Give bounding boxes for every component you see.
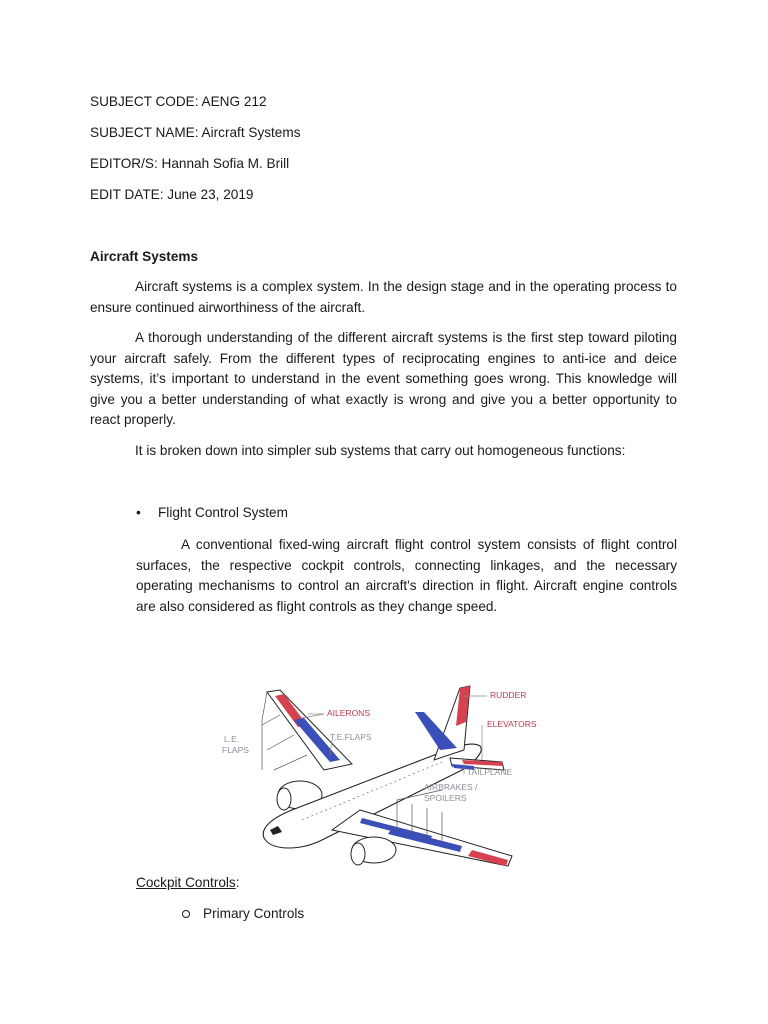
label-le-flaps-2: FLAPS <box>222 745 249 755</box>
sub-bullet-label: Primary Controls <box>203 906 305 921</box>
cockpit-controls-title: Cockpit Controls <box>136 875 236 890</box>
paragraph-understanding: A thorough understanding of the different aircraft systems is the first step toward piloting your aircraft safely. From the different types of reciprocating engines to anti-ice and deice systems, it’s important to understand in the event something goes wrong. This knowledge will give you a better understanding of what exactly is wrong and give you a better opportunity to react properly. <box>90 330 677 427</box>
aircraft-control-surfaces-diagram <box>212 670 552 880</box>
editors: EDITOR/S: Hannah Sofia M. Brill <box>90 156 290 171</box>
label-tailplane: TAILPLANE <box>467 767 513 777</box>
flight-control-description: A conventional fixed-wing aircraft flight control system consists of flight control surfaces, the respective cockpit controls, connecting linkages, and the necessary operating mechanisms to control an aircraft's direction in flight. Aircraft engine controls are also considered as flight controls as they change speed. <box>136 537 677 614</box>
edit-date: EDIT DATE: June 23, 2019 <box>90 187 254 202</box>
label-airbrakes-2: SPOILERS <box>424 793 467 803</box>
label-te-flaps: T.E.FLAPS <box>330 732 372 742</box>
subject-code: SUBJECT CODE: AENG 212 <box>90 94 267 109</box>
bullet-icon: • <box>136 504 141 520</box>
paragraph-intro: Aircraft systems is a complex system. In the design stage and in the operating process to ensure continued airworthiness of the aircraft. <box>90 279 677 315</box>
label-elevators: ELEVATORS <box>487 719 537 729</box>
label-ailerons: AILERONS <box>327 708 370 718</box>
bullet-label: Flight Control System <box>158 505 288 520</box>
cockpit-controls-colon: : <box>235 875 240 890</box>
label-rudder: RUDDER <box>490 690 527 700</box>
paragraph-subsystems: It is broken down into simpler sub systems that carry out homogeneous functions: <box>135 443 626 458</box>
cockpit-controls-heading <box>136 875 240 890</box>
section-heading: Aircraft Systems <box>90 249 199 264</box>
label-airbrakes-1: AIRBRAKES / <box>424 782 478 792</box>
hollow-circle-bullet-icon <box>182 910 190 918</box>
label-le-flaps-1: L.E. <box>224 734 240 744</box>
subject-name: SUBJECT NAME: Aircraft Systems <box>90 125 301 140</box>
